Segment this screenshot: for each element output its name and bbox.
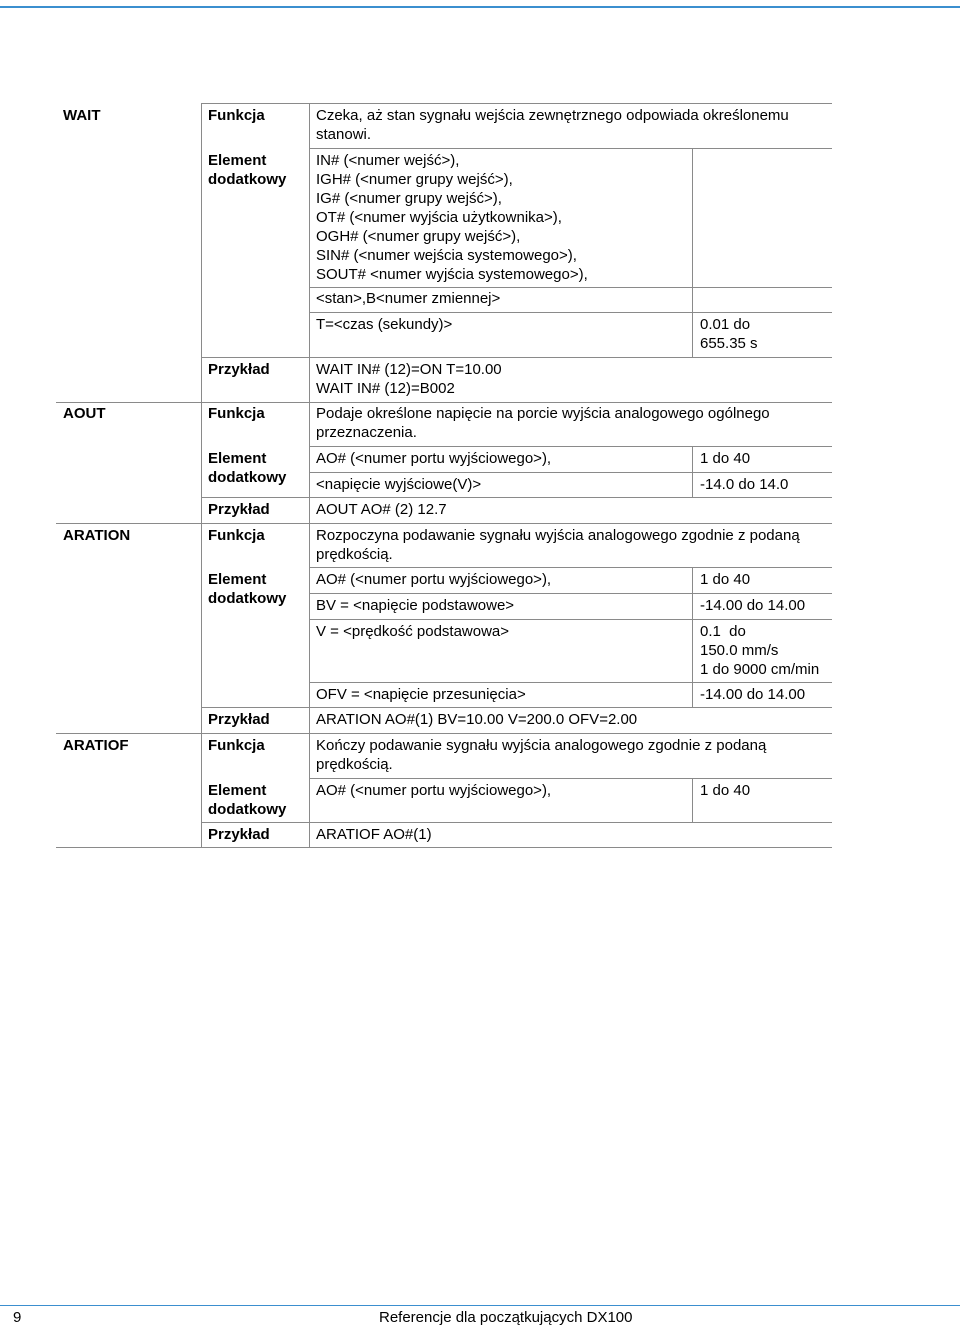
funkcja-label: Funkcja (208, 737, 265, 754)
element-parameter: IGH# (<numer grupy wejść>), (316, 171, 513, 188)
funkcja-description: przeznaczenia. (316, 424, 417, 441)
row-divider (56, 523, 832, 524)
element-parameter: OGH# (<numer grupy wejść>), (316, 228, 521, 245)
page-number: 9 (13, 1309, 22, 1326)
row-divider (309, 148, 832, 149)
row-divider (309, 446, 832, 447)
funkcja-label: Funkcja (208, 527, 265, 544)
column-divider (692, 446, 693, 497)
element-parameter: OFV = <napięcie przesunięcia> (316, 686, 526, 703)
funkcja-description: Rozpoczyna podawanie sygnału wyjścia analogowego zgodnie z podaną (316, 527, 800, 544)
przyklad-example: WAIT IN# (12)=B002 (316, 380, 455, 397)
row-divider (56, 733, 832, 734)
column-divider (201, 733, 202, 848)
footer-rule (0, 1305, 960, 1306)
element-parameter: T=<czas (sekundy)> (316, 316, 453, 333)
command-name: ARATIOF (63, 737, 129, 754)
column-divider (309, 402, 310, 526)
row-divider (309, 312, 832, 313)
przyklad-example: AOUT AO# (2) 12.7 (316, 501, 447, 518)
element-parameter: IN# (<numer wejść>), (316, 152, 460, 169)
element-parameter: IG# (<numer grupy wejść>), (316, 190, 502, 207)
element-label: dodatkowy (208, 171, 287, 188)
element-parameter: AO# (<numer portu wyjściowego>), (316, 571, 552, 588)
command-name: WAIT (63, 107, 101, 124)
row-divider (309, 778, 832, 779)
row-divider (309, 567, 832, 568)
column-divider (692, 567, 693, 707)
row-divider (201, 497, 832, 498)
row-divider (56, 847, 832, 848)
funkcja-description: Kończy podawanie sygnału wyjścia analogowego zgodnie z podaną (316, 737, 767, 754)
przyklad-example: ARATION AO#(1) BV=10.00 V=200.0 OFV=2.00 (316, 711, 638, 728)
row-divider (309, 287, 832, 288)
przyklad-label: Przykład (208, 361, 270, 378)
row-divider (201, 103, 832, 104)
row-divider (56, 402, 832, 403)
column-divider (692, 778, 693, 822)
header-rule (0, 6, 960, 8)
element-parameter: <napięcie wyjściowe(V)> (316, 476, 482, 493)
column-divider (309, 733, 310, 848)
column-divider (201, 523, 202, 736)
element-label: Element (208, 152, 267, 169)
element-parameter: SOUT# <numer wyjścia systemowego>), (316, 266, 588, 283)
element-range: 1 do 40 (700, 450, 751, 467)
element-parameter: AO# (<numer portu wyjściowego>), (316, 450, 552, 467)
element-label: Element (208, 782, 267, 799)
przyklad-example: WAIT IN# (12)=ON T=10.00 (316, 361, 502, 378)
row-divider (201, 707, 832, 708)
element-range: 655.35 s (700, 335, 758, 352)
column-divider (309, 523, 310, 736)
przyklad-example: ARATIOF AO#(1) (316, 826, 432, 843)
element-parameter: AO# (<numer portu wyjściowego>), (316, 782, 552, 799)
element-parameter: V = <prędkość podstawowa> (316, 623, 510, 640)
element-label: dodatkowy (208, 590, 287, 607)
column-divider (201, 402, 202, 526)
row-divider (309, 472, 832, 473)
footer-title: Referencje dla początkujących DX100 (379, 1309, 633, 1326)
column-divider (692, 148, 693, 357)
element-label: dodatkowy (208, 801, 287, 818)
column-divider (201, 103, 202, 405)
row-divider (309, 619, 832, 620)
row-divider (309, 682, 832, 683)
row-divider (201, 357, 832, 358)
funkcja-label: Funkcja (208, 107, 265, 124)
element-range: 1 do 9000 cm/min (700, 661, 820, 678)
column-divider (309, 103, 310, 405)
funkcja-description: prędkością. (316, 756, 393, 773)
element-range: -14.00 do 14.00 (700, 686, 806, 703)
funkcja-description: stanowi. (316, 126, 372, 143)
element-range: 0.1 do (700, 623, 746, 640)
element-range: 0.01 do (700, 316, 751, 333)
element-range: 150.0 mm/s (700, 642, 779, 659)
funkcja-description: Podaje określone napięcie na porcie wyjścia analogowego ogólnego (316, 405, 770, 422)
przyklad-label: Przykład (208, 826, 270, 843)
element-range: -14.00 do 14.00 (700, 597, 806, 614)
element-parameter: BV = <napięcie podstawowe> (316, 597, 515, 614)
element-range: -14.0 do 14.0 (700, 476, 789, 493)
element-label: Element (208, 450, 267, 467)
row-divider (309, 593, 832, 594)
funkcja-description: prędkością. (316, 546, 393, 563)
funkcja-description: Czeka, aż stan sygnału wejścia zewnętrznego odpowiada określonemu (316, 107, 789, 124)
element-range: 1 do 40 (700, 782, 751, 799)
element-parameter: SIN# (<numer wejścia systemowego>), (316, 247, 577, 264)
element-parameter: <stan>,B<numer zmiennej> (316, 290, 501, 307)
przyklad-label: Przykład (208, 501, 270, 518)
command-name: ARATION (63, 527, 131, 544)
element-parameter: OT# (<numer wyjścia użytkownika>), (316, 209, 562, 226)
element-label: dodatkowy (208, 469, 287, 486)
element-label: Element (208, 571, 267, 588)
przyklad-label: Przykład (208, 711, 270, 728)
element-range: 1 do 40 (700, 571, 751, 588)
command-name: AOUT (63, 405, 106, 422)
row-divider (201, 822, 832, 823)
funkcja-label: Funkcja (208, 405, 265, 422)
